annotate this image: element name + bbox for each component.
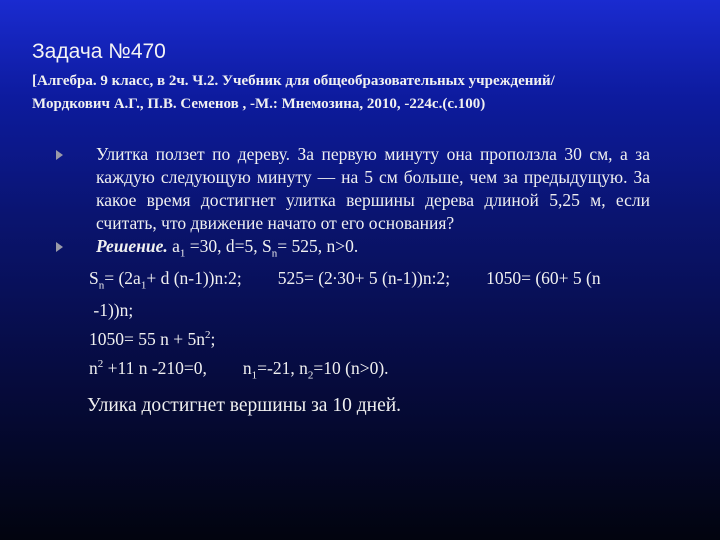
source-line-2: Мордкович А.Г., П.В. Семенов , -М.: Мнемозина, 2010, -224с.(с.100) [32, 96, 486, 112]
equation-line: 1050= 55 $n + 5n^2$; [89, 328, 216, 349]
problem-item [56, 143, 650, 235]
solution-label: Решение. [96, 236, 168, 256]
page-title: Задача №470 [32, 40, 166, 63]
solution-item [56, 235, 650, 266]
source-citation [32, 70, 692, 116]
triangle-bullet-icon [56, 242, 63, 252]
content-area [56, 143, 650, 417]
triangle-bullet-icon [56, 150, 63, 160]
problem-text: Улитка ползет по дереву. За первую минуту она проползла 30 см, а за каждую следующую минуту — на 5 см больше, чем за предыдущую. За какое время достигнет улитка вершины дерева длиной 5,25 м, если считать, что движение начато от его основания? [96, 144, 650, 233]
roots-line: $n^2 +11$ n -210=0, $n_1=-21$, $n_2=10$ (n>0). [89, 357, 389, 382]
conclusion-text: Улика достигнет вершины за 10 дней. [87, 395, 402, 417]
formula-line: $S_n= (2a_1+ d$ (n-1))n:2; 525= (2∙30+ 5 (n-1))n:2; 1050= (60+ 5 (n -1))n; [89, 267, 601, 320]
source-line-1: [Алгебра. 9 класс, в 2ч. Ч.2. Учебник для общеобразовательных учреждений/ [32, 73, 555, 89]
solution-given: $a_1 =30$, d=5, $S_n= 525$, n>0. [172, 236, 359, 260]
